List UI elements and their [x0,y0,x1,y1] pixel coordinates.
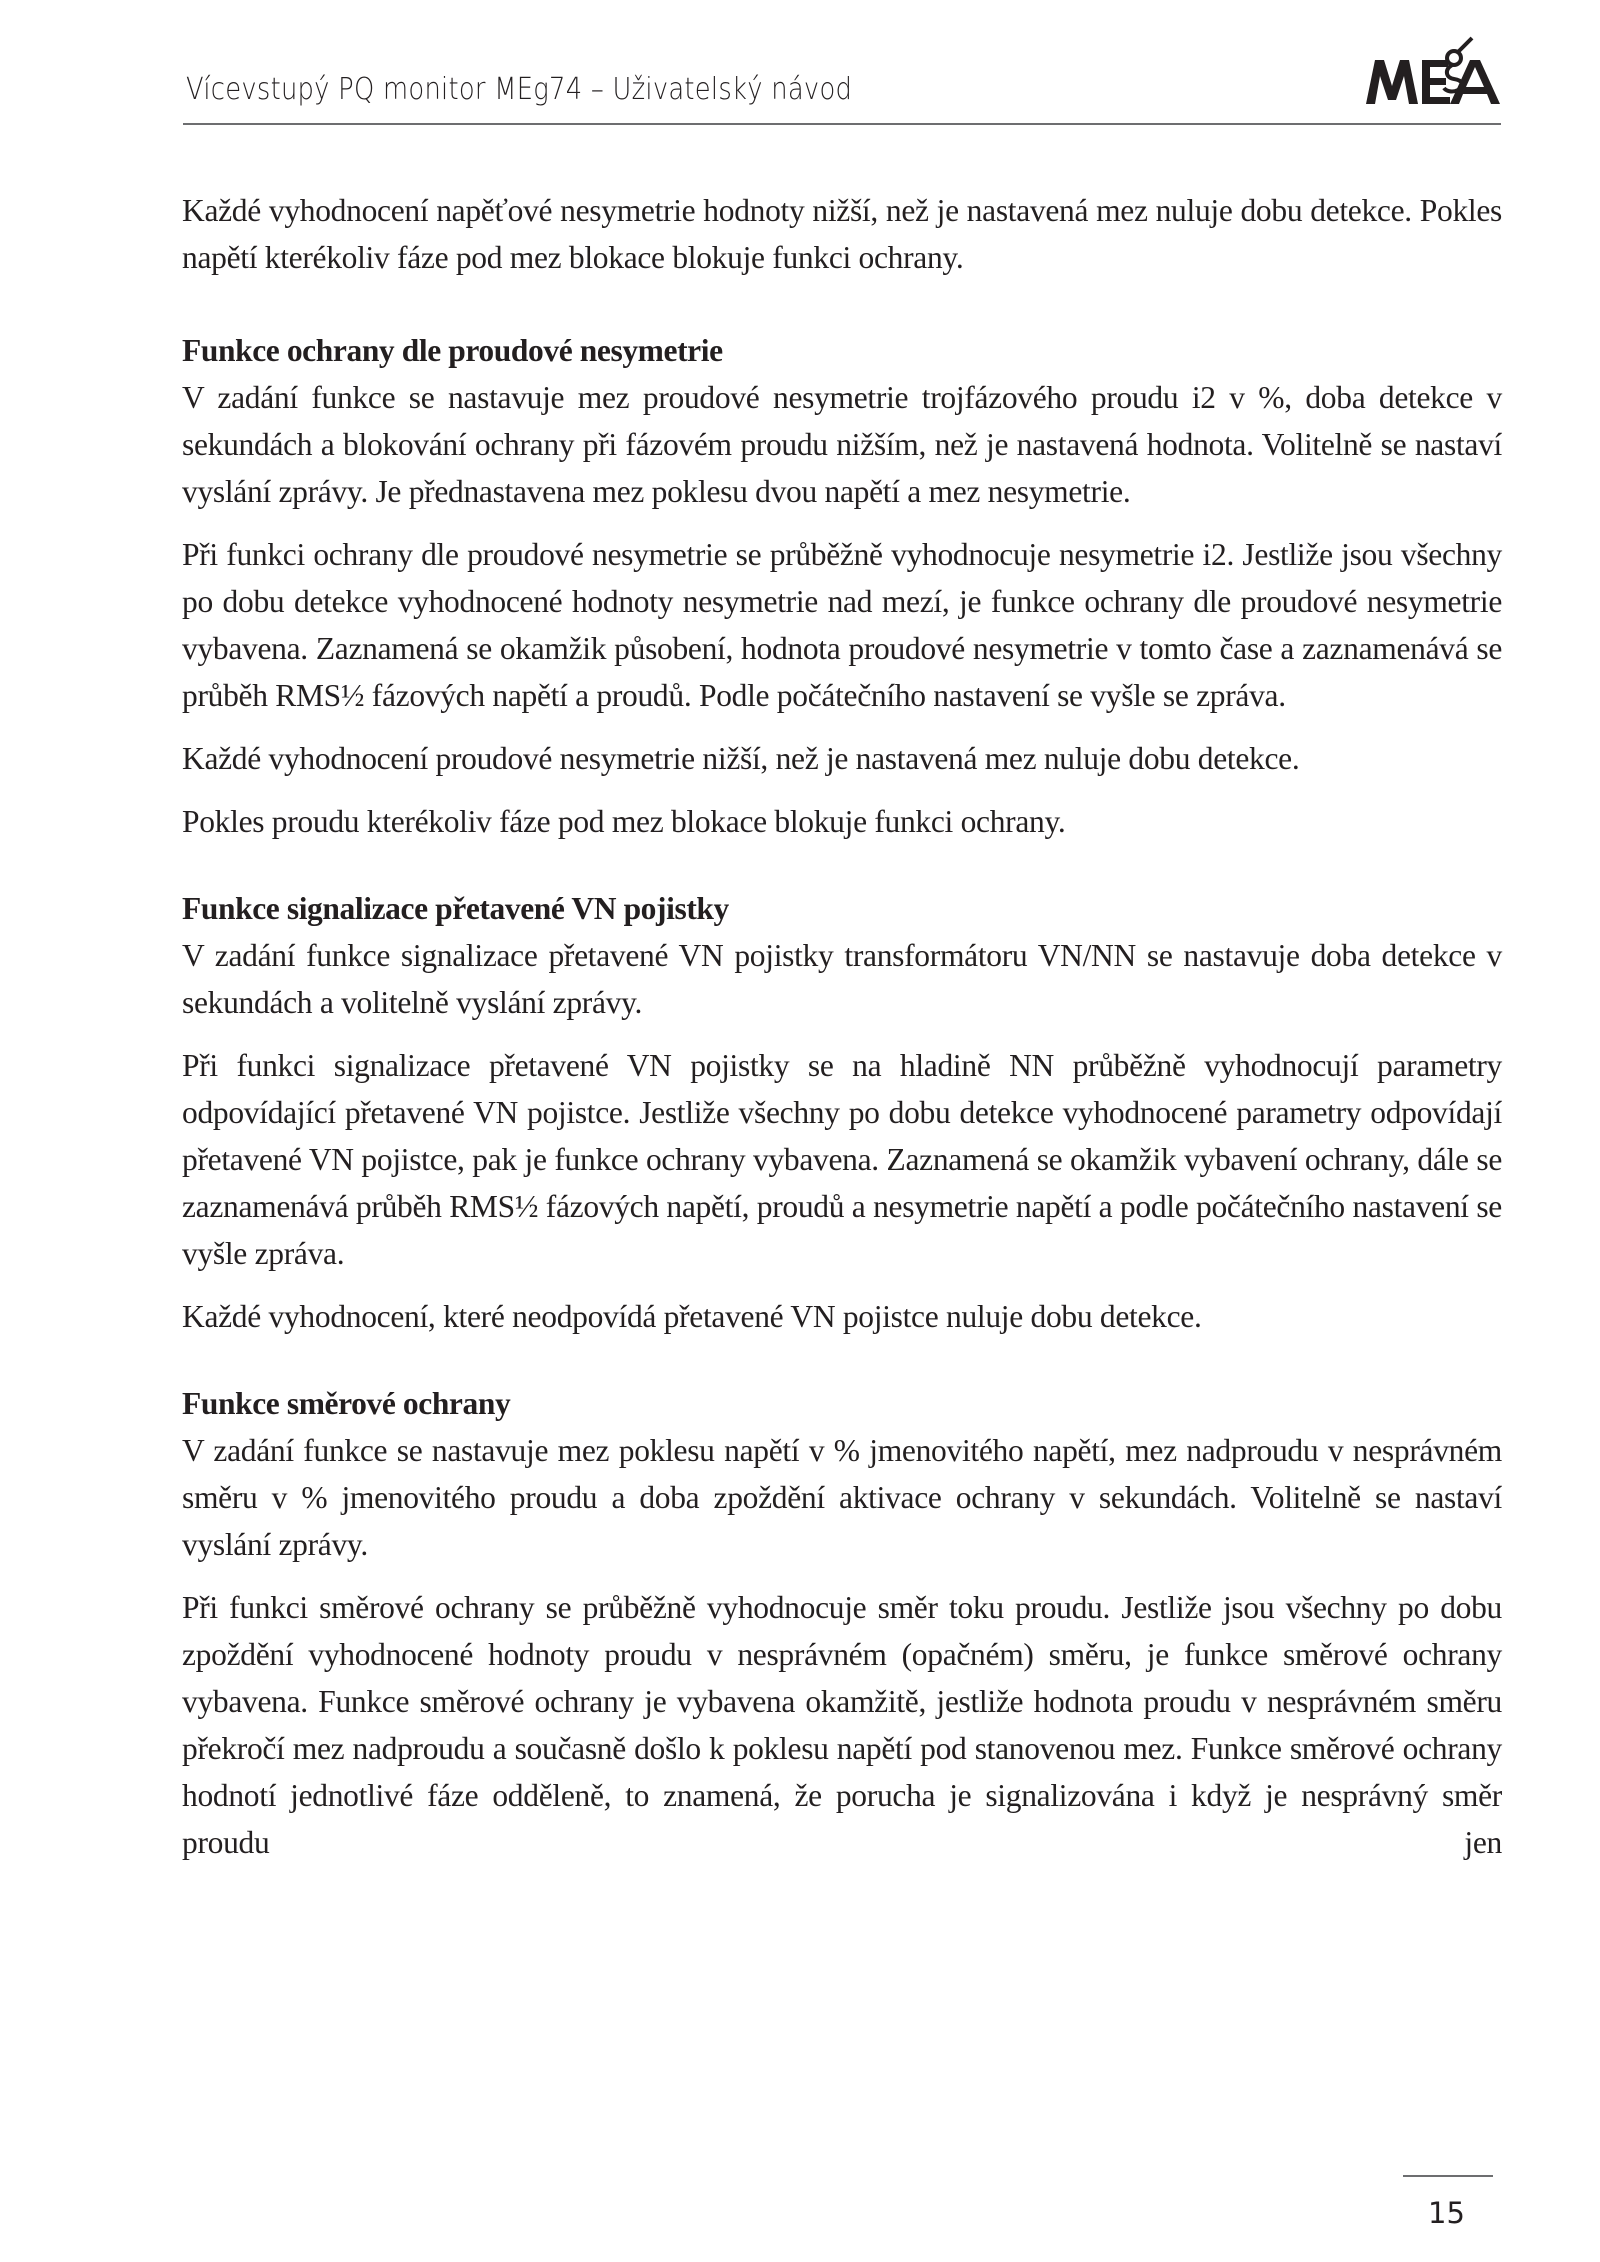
section-heading: Funkce signalizace přetavené VN pojistky [182,891,729,926]
section-blown-fuse [182,885,1502,1340]
page-number: 15 [1428,2196,1465,2230]
intro-paragraph: Každé vyhodnocení napěťové nesymetrie hodnoty nižší, než je nastavená mez nuluje dobu detekce. Pokles napětí kterékoliv fáze pod mez blokace blokuje funkci ochrany. [182,193,1502,275]
paragraph: Každé vyhodnocení, které neodpovídá přetavené VN pojistce nuluje dobu detekce. [182,1299,1202,1334]
paragraph: V zadání funkce se nastavuje mez poklesu napětí v % jmenovitého napětí, mez nadproudu v nesprávném směru v % jmenovitého proudu a doba zpoždění aktivace ochrany v sekundách. Volitelně se nastaví vyslání zprávy. [182,1433,1502,1562]
header-divider [183,123,1501,125]
section-heading: Funkce ochrany dle proudové nesymetrie [182,333,723,368]
paragraph: Pokles proudu kterékoliv fáze pod mez blokace blokuje funkci ochrany. [182,804,1066,839]
mega-logo-icon [1362,36,1512,108]
section-current-asymmetry [182,327,1502,845]
paragraph: Při funkci ochrany dle proudové nesymetrie se průběžně vyhodnocuje nesymetrie i2. Jestliže jsou všechny po dobu detekce vyhodnocené hodnoty nesymetrie nad mezí, je funkce ochrany dle proudové nesymetrie vybavena. Zaznamená se okamžik působení, hodnota proudové nesymetrie v tomto čase a zaznamenává se průběh RMS½ fázových napětí a proudů. Podle počátečního nastavení se vyšle se zpráva. [182,537,1502,713]
paragraph: V zadání funkce se nastavuje mez proudové nesymetrie trojfázového proudu i2 v %, doba detekce v sekundách a blokování ochrany při fázovém proudu nižším, než je nastavená hodnota. Volitelně se nastaví vyslání zprávy. Je přednastavena mez poklesu dvou napětí a mez nesymetrie. [182,380,1502,509]
footer-divider [1403,2175,1493,2177]
paragraph: Při funkci směrové ochrany se průběžně vyhodnocuje směr toku proudu. Jestliže jsou všechny po dobu zpoždění vyhodnocené hodnoty proudu v nesprávném (opačném) směru, je funkce směrové ochrany vybavena. Funkce směrové ochrany je vybavena okamžitě, jestliže hodnota proudu v nesprávném směru překročí mez nadproudu a současně došlo k poklesu napětí pod stanovenou mez. Funkce směrové ochrany hodnotí jednotlivé fáze odděleně, to znamená, že porucha je signalizována i když je nesprávný směr proudu jen [182,1590,1502,1860]
section-directional-protection [182,1380,1502,1866]
document-title: Vícevstupý PQ monitor MEg74 – Uživatelský návod [186,72,853,107]
page-body [182,187,1502,1906]
paragraph: Každé vyhodnocení proudové nesymetrie nižší, než je nastavená mez nuluje dobu detekce. [182,741,1300,776]
paragraph: V zadání funkce signalizace přetavené VN pojistky transformátoru VN/NN se nastavuje doba detekce v sekundách a volitelně vyslání zprávy. [182,938,1502,1020]
paragraph: Při funkci signalizace přetavené VN pojistky se na hladině NN průběžně vyhodnocují parametry odpovídající přetavené VN pojistce. Jestliže všechny po dobu detekce vyhodnocené parametry odpovídají přetavené VN pojistce, pak je funkce ochrany vybavena. Zaznamená se okamžik vybavení ochrany, dále se zaznamenává průběh RMS½ fázových napětí, proudů a nesymetrie napětí a podle počátečního nastavení se vyšle zpráva. [182,1048,1502,1271]
section-heading: Funkce směrové ochrany [182,1386,511,1421]
